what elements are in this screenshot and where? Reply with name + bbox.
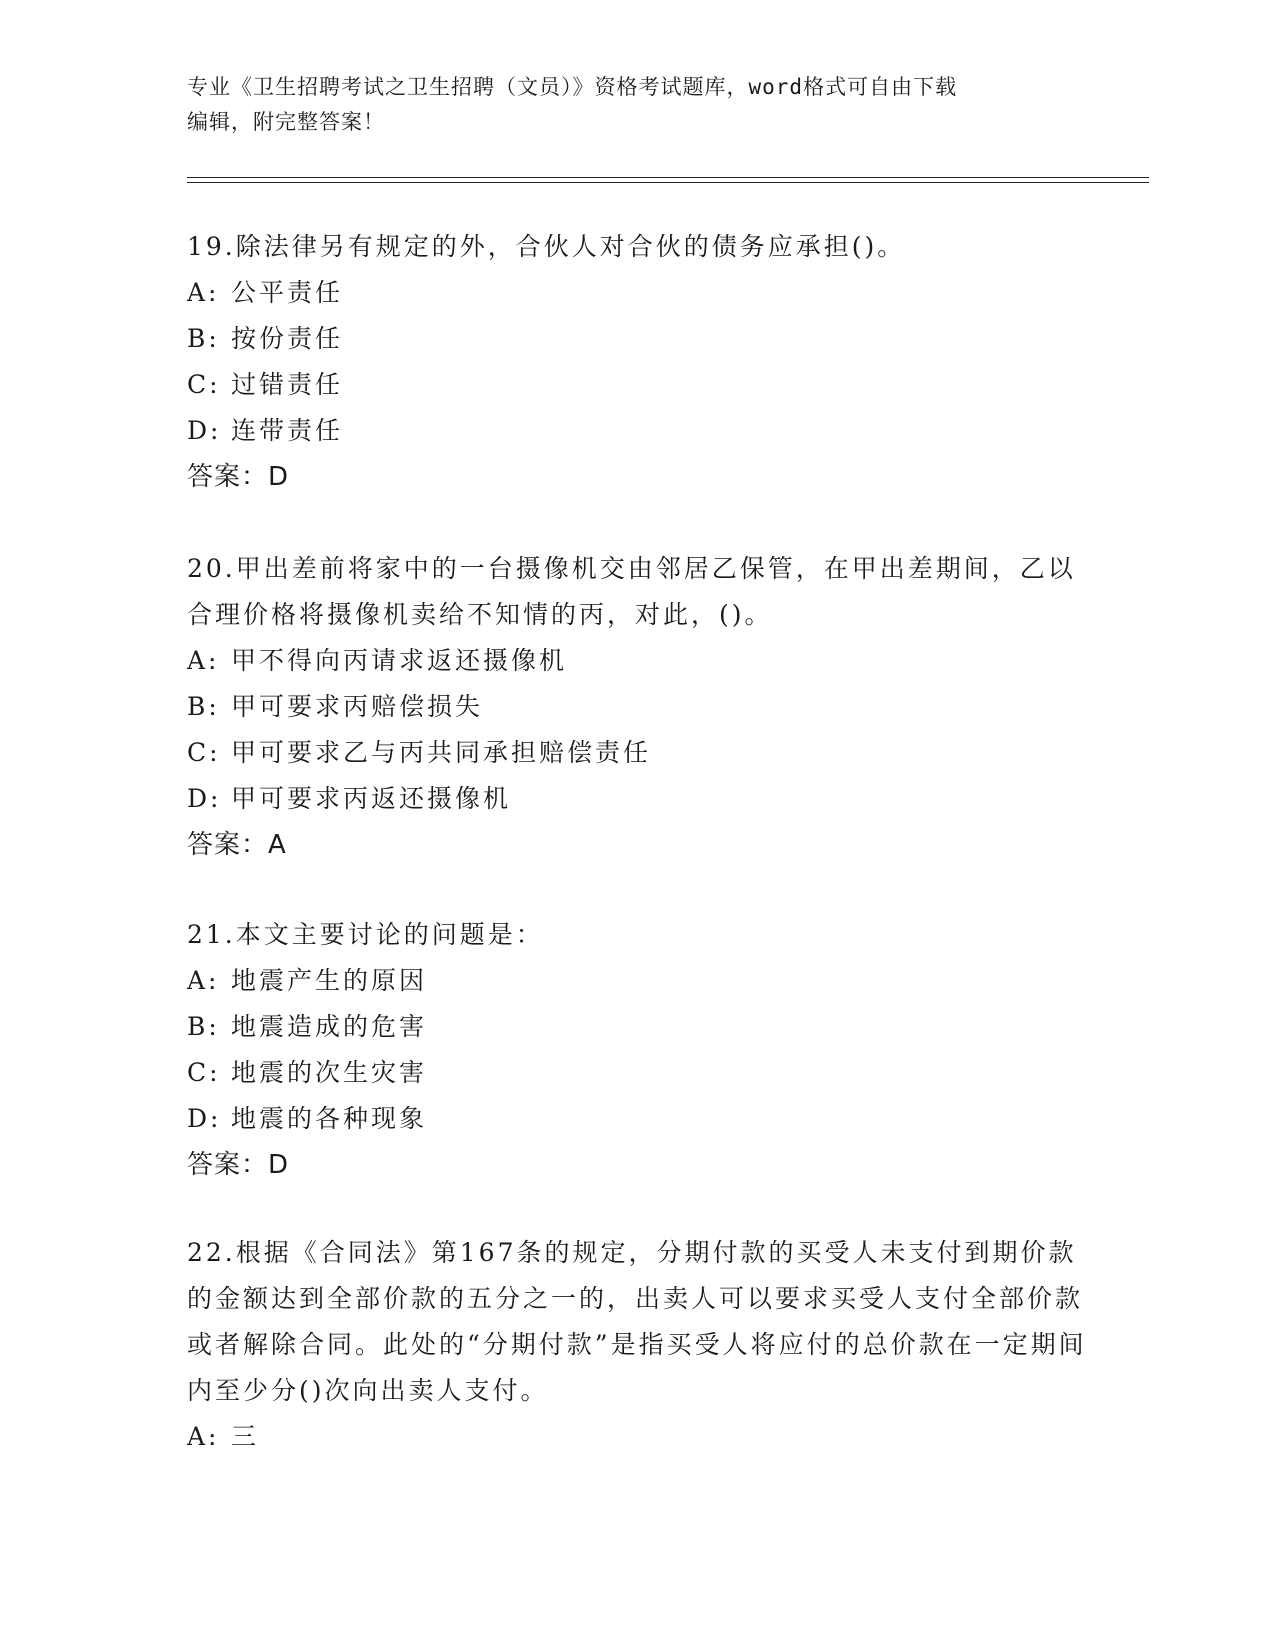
option-text: 连带责任	[231, 416, 344, 445]
header-rule-top	[187, 177, 1149, 178]
answer-line: 答案：D	[187, 1150, 290, 1180]
option-letter: D:	[187, 416, 222, 445]
option-letter: C:	[187, 370, 221, 399]
document-header	[187, 70, 1087, 140]
option-letter: C:	[187, 1058, 221, 1087]
option-a	[187, 1414, 1087, 1460]
answer-line: 答案：D	[187, 462, 290, 492]
question-text: 20.甲出差前将家中的一台摄像机交由邻居乙保管，在甲出差期间，乙以合理价格将摄像机卖给不知情的丙，对此，()。	[187, 554, 1076, 629]
option-a	[187, 270, 1087, 316]
option-c	[187, 362, 1087, 408]
option-a	[187, 958, 1087, 1004]
option-b	[187, 1004, 1087, 1050]
question-20	[187, 546, 1087, 868]
option-letter: C:	[187, 738, 221, 767]
header-line-2: 编辑，附完整答案！	[187, 110, 385, 134]
option-text: 地震产生的原因	[231, 966, 428, 995]
option-letter: D:	[187, 1104, 222, 1133]
option-c	[187, 1050, 1087, 1096]
question-text: 19.除法律另有规定的外，合伙人对合伙的债务应承担()。	[187, 232, 906, 261]
option-text: 甲可要求乙与丙共同承担赔偿责任	[231, 738, 652, 767]
option-a	[187, 638, 1087, 684]
question-22	[187, 1230, 1087, 1460]
option-letter: D:	[187, 784, 222, 813]
question-text: 22.根据《合同法》第167条的规定，分期付款的买受人未支付到期价款的金额达到全部价款的五分之一的，出卖人可以要求买受人支付全部价款或者解除合同。此处的“分期付款”是指买受人将应付的总价款在一定期间内至少分()次向出卖人支付。	[187, 1238, 1087, 1405]
option-text: 公平责任	[231, 278, 344, 307]
option-b	[187, 316, 1087, 362]
option-text: 地震的各种现象	[231, 1104, 428, 1133]
question-19	[187, 224, 1087, 500]
option-d	[187, 408, 1087, 454]
option-text: 甲可要求丙赔偿损失	[231, 692, 484, 721]
answer-line: 答案：A	[187, 830, 287, 860]
option-d	[187, 1096, 1087, 1142]
option-text: 三	[231, 1422, 260, 1451]
option-b	[187, 684, 1087, 730]
question-21	[187, 912, 1087, 1188]
option-letter: A:	[187, 278, 220, 307]
header-line-1: 专业《卫生招聘考试之卫生招聘（文员）》资格考试题库，word格式可自由下载	[187, 75, 958, 99]
option-text: 甲不得向丙请求返还摄像机	[231, 646, 568, 675]
option-letter: B:	[187, 1012, 220, 1041]
question-text: 21.本文主要讨论的问题是：	[187, 920, 544, 949]
option-letter: A:	[187, 966, 220, 995]
option-letter: B:	[187, 692, 220, 721]
option-text: 过错责任	[231, 370, 344, 399]
option-letter: B:	[187, 324, 220, 353]
option-d	[187, 776, 1087, 822]
option-text: 按份责任	[231, 324, 344, 353]
header-rule-bottom	[187, 182, 1149, 183]
option-text: 甲可要求丙返还摄像机	[231, 784, 512, 813]
option-letter: A:	[187, 646, 220, 675]
option-c	[187, 730, 1087, 776]
option-letter: A:	[187, 1422, 220, 1451]
option-text: 地震造成的危害	[231, 1012, 428, 1041]
option-text: 地震的次生灾害	[231, 1058, 428, 1087]
